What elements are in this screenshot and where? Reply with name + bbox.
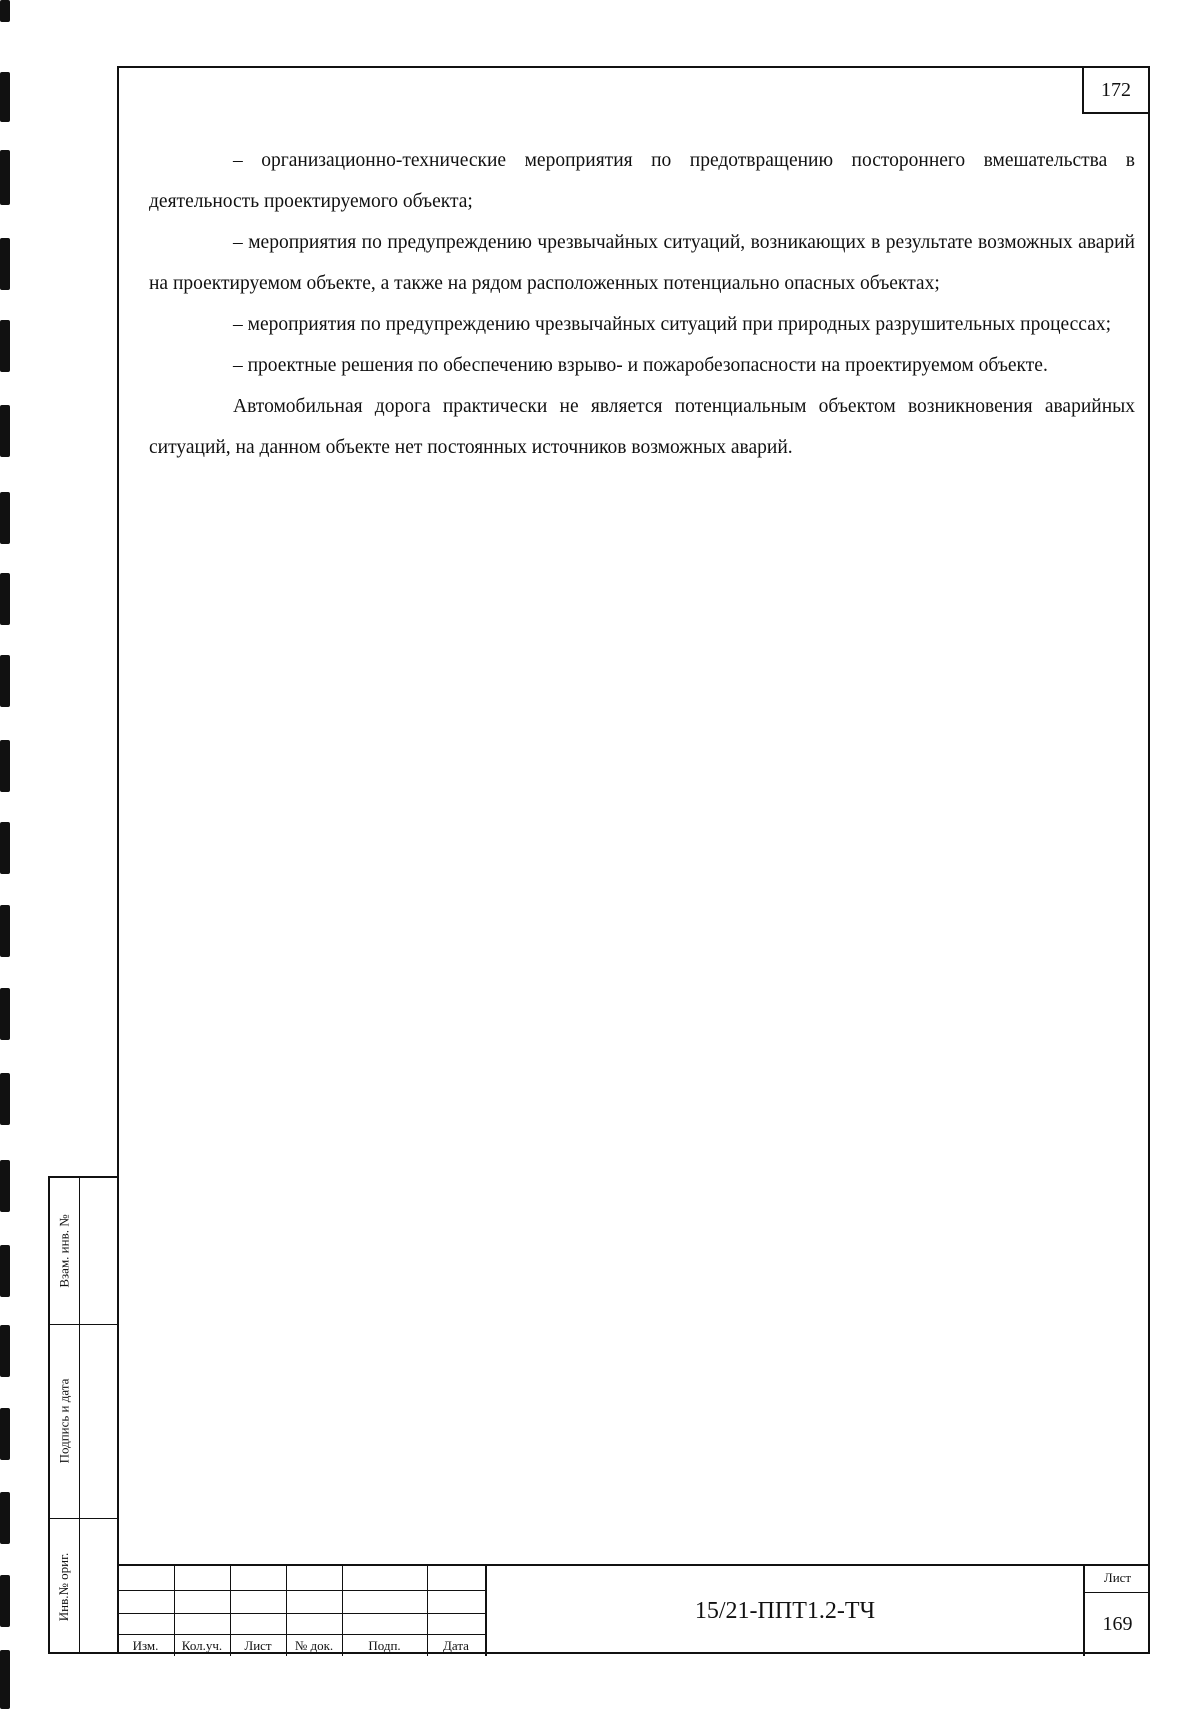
sheet-cell bbox=[1083, 1566, 1150, 1656]
title-block-row-line bbox=[117, 1613, 485, 1614]
title-block bbox=[117, 1564, 1150, 1654]
title-block-header: № док. bbox=[294, 1638, 334, 1653]
binding-mark bbox=[0, 1325, 10, 1377]
title-block-header: Лист bbox=[244, 1638, 272, 1653]
title-block-header: Изм. bbox=[132, 1638, 159, 1653]
binding-mark bbox=[0, 1575, 10, 1627]
paragraph: – мероприятия по предупреждению чрезвычайных ситуаций, возникающих в результате возможных аварий на проектируемом объекте, а также на рядом расположенных потенциально опасных объектах; bbox=[149, 232, 1135, 294]
binding-mark bbox=[0, 72, 10, 122]
binding-mark bbox=[0, 988, 10, 1040]
page-number-top: 172 bbox=[1082, 66, 1150, 114]
side-label-vzam-inv bbox=[50, 1178, 79, 1324]
title-block-row-line bbox=[117, 1590, 485, 1591]
binding-mark bbox=[0, 405, 10, 457]
drawing-frame bbox=[117, 66, 1150, 1654]
binding-mark bbox=[0, 238, 10, 290]
side-label-inv-orig bbox=[50, 1518, 79, 1656]
binding-mark bbox=[0, 1408, 10, 1460]
title-block-row-line bbox=[117, 1634, 485, 1635]
paragraph: Автомобильная дорога практически не является потенциальным объектом возникновения аварийных ситуаций, на данном объекте нет постоянных источников возможных аварий. bbox=[149, 396, 1135, 458]
side-stamp-divider bbox=[79, 1178, 80, 1652]
side-label-text: Взам. инв. № bbox=[56, 1214, 72, 1288]
document-body bbox=[149, 140, 1135, 468]
binding-mark bbox=[0, 822, 10, 874]
binding-mark bbox=[0, 150, 10, 205]
title-block-header: Кол.уч. bbox=[181, 1638, 223, 1653]
sheet-number: 169 bbox=[1102, 1612, 1133, 1635]
title-block-grid bbox=[117, 1566, 485, 1656]
side-stamp bbox=[48, 1176, 117, 1654]
title-block-header: Дата bbox=[443, 1638, 469, 1653]
binding-mark bbox=[0, 1160, 10, 1212]
binding-mark bbox=[0, 905, 10, 957]
binding-mark bbox=[0, 492, 10, 544]
document-id: 15/21-ППТ1.2-ТЧ bbox=[485, 1566, 1083, 1656]
side-label-text: Инв.№ ориг. bbox=[56, 1552, 72, 1622]
binding-mark bbox=[0, 1492, 10, 1544]
binding-mark bbox=[0, 573, 10, 625]
binding-mark bbox=[0, 1650, 10, 1709]
binding-mark bbox=[0, 1073, 10, 1125]
sheet-label: Лист bbox=[1103, 1570, 1132, 1585]
side-label-podpis-data bbox=[50, 1324, 79, 1518]
binding-mark bbox=[0, 655, 10, 707]
paragraph: – организационно-технические мероприятия по предотвращению постороннего вмешательства в деятельность проектируемого объекта; bbox=[149, 150, 1135, 212]
side-label-text: Подпись и дата bbox=[56, 1378, 72, 1464]
title-block-header: Подп. bbox=[368, 1638, 401, 1653]
binding-mark bbox=[0, 1245, 10, 1297]
binding-mark bbox=[0, 740, 10, 792]
paragraph: – проектные решения по обеспечению взрыво- и пожаробезопасности на проектируемом объекте. bbox=[233, 355, 1048, 376]
paragraph: – мероприятия по предупреждению чрезвычайных ситуаций при природных разрушительных процессах; bbox=[233, 314, 1112, 335]
binding-mark bbox=[0, 320, 10, 372]
binding-mark bbox=[0, 0, 10, 22]
